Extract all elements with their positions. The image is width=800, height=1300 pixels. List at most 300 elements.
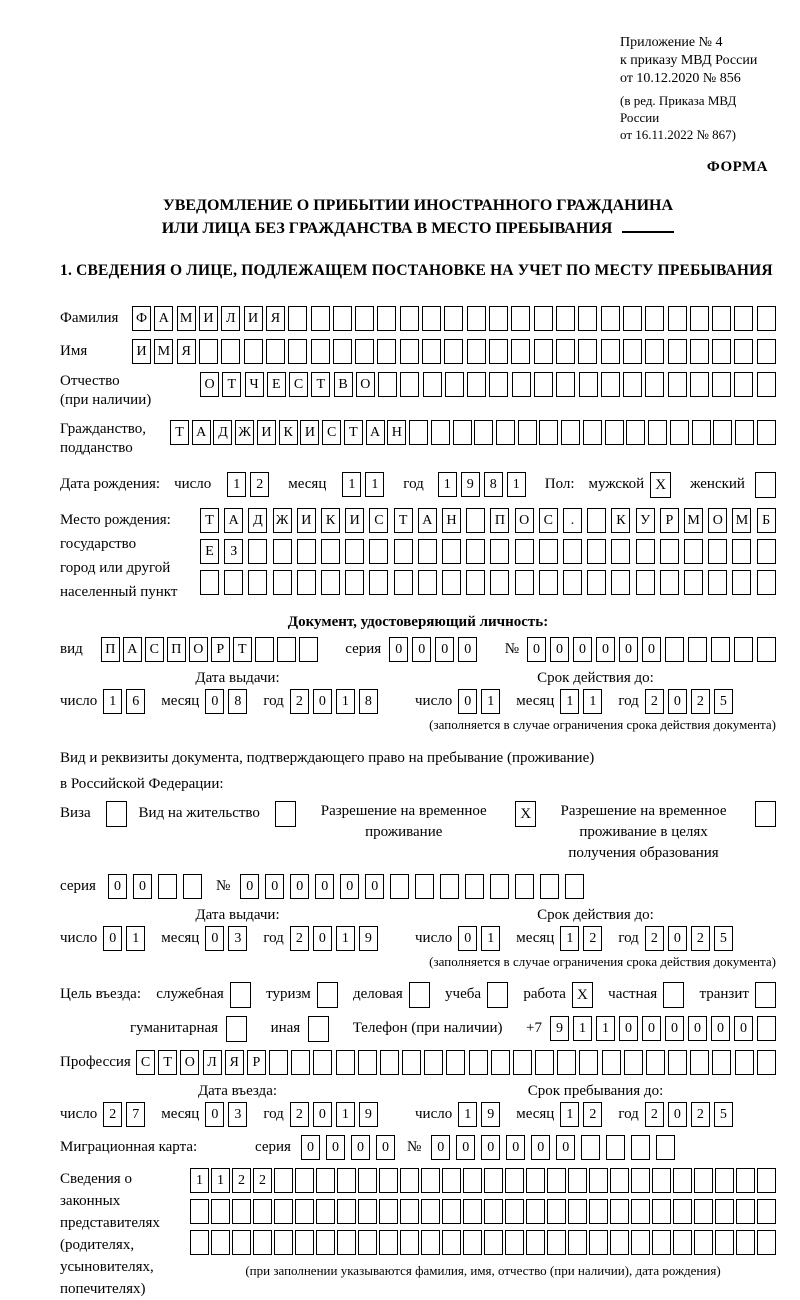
char-cell[interactable] xyxy=(515,570,534,595)
char-cell[interactable]: 1 xyxy=(336,1102,355,1127)
char-cell[interactable] xyxy=(534,339,553,364)
char-cell[interactable] xyxy=(539,420,558,445)
char-cell[interactable] xyxy=(624,1050,643,1075)
temp-permit-checkbox[interactable]: X xyxy=(515,801,536,827)
char-cell[interactable]: 5 xyxy=(714,926,733,951)
char-cell[interactable] xyxy=(623,306,642,331)
char-cell[interactable]: 2 xyxy=(645,1102,664,1127)
char-cell[interactable] xyxy=(690,306,709,331)
char-cell[interactable] xyxy=(489,372,508,397)
char-cell[interactable] xyxy=(712,306,731,331)
char-cell[interactable] xyxy=(423,372,442,397)
char-cell[interactable] xyxy=(295,1168,314,1193)
char-cell[interactable] xyxy=(665,637,684,662)
char-cell[interactable]: А xyxy=(224,508,243,533)
char-cell[interactable]: Е xyxy=(200,539,219,564)
char-cell[interactable]: Р xyxy=(247,1050,266,1075)
char-cell[interactable] xyxy=(400,306,419,331)
char-cell[interactable]: 0 xyxy=(315,874,334,899)
visa-checkbox[interactable] xyxy=(106,801,127,827)
char-cell[interactable]: Т xyxy=(344,420,363,445)
char-cell[interactable] xyxy=(565,874,584,899)
char-cell[interactable] xyxy=(273,539,292,564)
char-cell[interactable] xyxy=(467,339,486,364)
char-cell[interactable] xyxy=(713,420,732,445)
char-cell[interactable] xyxy=(606,1135,625,1160)
char-cell[interactable]: И xyxy=(199,306,218,331)
char-cell[interactable]: И xyxy=(300,420,319,445)
char-cell[interactable] xyxy=(623,372,642,397)
char-cell[interactable] xyxy=(232,1230,251,1255)
char-cell[interactable] xyxy=(345,539,364,564)
char-cell[interactable] xyxy=(670,420,689,445)
char-cell[interactable]: Н xyxy=(442,508,461,533)
char-cell[interactable] xyxy=(757,1050,776,1075)
char-cell[interactable] xyxy=(611,570,630,595)
char-cell[interactable]: И xyxy=(297,508,316,533)
char-cell[interactable] xyxy=(563,570,582,595)
char-cell[interactable] xyxy=(244,339,263,364)
char-cell[interactable] xyxy=(336,1050,355,1075)
char-cell[interactable] xyxy=(274,1199,293,1224)
char-cell[interactable] xyxy=(652,1168,671,1193)
char-cell[interactable] xyxy=(394,539,413,564)
char-cell[interactable] xyxy=(505,1168,524,1193)
char-cell[interactable]: 9 xyxy=(550,1016,569,1041)
char-cell[interactable]: 0 xyxy=(431,1135,450,1160)
char-cell[interactable] xyxy=(587,570,606,595)
char-cell[interactable] xyxy=(355,306,374,331)
char-cell[interactable]: 9 xyxy=(359,1102,378,1127)
char-cell[interactable]: 1 xyxy=(336,926,355,951)
char-cell[interactable]: 5 xyxy=(714,689,733,714)
char-cell[interactable]: 0 xyxy=(365,874,384,899)
char-cell[interactable] xyxy=(757,1168,776,1193)
char-cell[interactable] xyxy=(535,1050,554,1075)
char-cell[interactable] xyxy=(512,372,531,397)
char-cell[interactable] xyxy=(297,539,316,564)
char-cell[interactable] xyxy=(708,539,727,564)
purpose-humanitarian-checkbox[interactable] xyxy=(226,1016,247,1042)
char-cell[interactable] xyxy=(190,1230,209,1255)
char-cell[interactable]: 0 xyxy=(596,637,615,662)
char-cell[interactable] xyxy=(453,420,472,445)
char-cell[interactable]: К xyxy=(321,508,340,533)
purpose-other-checkbox[interactable] xyxy=(308,1016,329,1042)
char-cell[interactable]: 5 xyxy=(714,1102,733,1127)
char-cell[interactable]: 1 xyxy=(438,472,457,497)
char-cell[interactable] xyxy=(442,1199,461,1224)
char-cell[interactable]: А xyxy=(418,508,437,533)
char-cell[interactable] xyxy=(757,372,776,397)
char-cell[interactable] xyxy=(547,1168,566,1193)
char-cell[interactable]: Б xyxy=(757,508,776,533)
char-cell[interactable] xyxy=(484,1168,503,1193)
char-cell[interactable]: 0 xyxy=(326,1135,345,1160)
char-cell[interactable] xyxy=(694,1199,713,1224)
char-cell[interactable] xyxy=(232,1199,251,1224)
char-cell[interactable] xyxy=(556,339,575,364)
char-cell[interactable]: 2 xyxy=(691,689,710,714)
char-cell[interactable]: 3 xyxy=(228,1102,247,1127)
char-cell[interactable]: И xyxy=(132,339,151,364)
char-cell[interactable]: 1 xyxy=(560,926,579,951)
char-cell[interactable] xyxy=(631,1230,650,1255)
char-cell[interactable] xyxy=(534,306,553,331)
char-cell[interactable] xyxy=(345,570,364,595)
char-cell[interactable]: 0 xyxy=(619,637,638,662)
char-cell[interactable]: Т xyxy=(170,420,189,445)
char-cell[interactable]: 1 xyxy=(458,1102,477,1127)
char-cell[interactable]: С xyxy=(289,372,308,397)
char-cell[interactable]: 0 xyxy=(313,926,332,951)
char-cell[interactable] xyxy=(601,339,620,364)
char-cell[interactable] xyxy=(424,1050,443,1075)
char-cell[interactable] xyxy=(734,306,753,331)
char-cell[interactable]: 2 xyxy=(691,926,710,951)
char-cell[interactable] xyxy=(200,570,219,595)
char-cell[interactable] xyxy=(736,1168,755,1193)
char-cell[interactable] xyxy=(297,570,316,595)
char-cell[interactable] xyxy=(511,339,530,364)
char-cell[interactable] xyxy=(491,1050,510,1075)
char-cell[interactable] xyxy=(379,1168,398,1193)
char-cell[interactable] xyxy=(711,637,730,662)
char-cell[interactable]: 0 xyxy=(665,1016,684,1041)
char-cell[interactable] xyxy=(652,1230,671,1255)
char-cell[interactable]: 0 xyxy=(265,874,284,899)
char-cell[interactable] xyxy=(378,372,397,397)
char-cell[interactable] xyxy=(421,1230,440,1255)
char-cell[interactable] xyxy=(311,339,330,364)
char-cell[interactable]: С xyxy=(369,508,388,533)
char-cell[interactable] xyxy=(490,539,509,564)
char-cell[interactable] xyxy=(277,637,296,662)
char-cell[interactable] xyxy=(316,1230,335,1255)
char-cell[interactable]: Ж xyxy=(273,508,292,533)
char-cell[interactable] xyxy=(526,1199,545,1224)
char-cell[interactable]: Д xyxy=(248,508,267,533)
char-cell[interactable] xyxy=(694,1168,713,1193)
char-cell[interactable]: 1 xyxy=(507,472,526,497)
char-cell[interactable]: 0 xyxy=(619,1016,638,1041)
char-cell[interactable] xyxy=(337,1230,356,1255)
char-cell[interactable] xyxy=(158,874,177,899)
char-cell[interactable]: 0 xyxy=(456,1135,475,1160)
char-cell[interactable] xyxy=(463,1230,482,1255)
char-cell[interactable]: О xyxy=(200,372,219,397)
char-cell[interactable] xyxy=(539,570,558,595)
char-cell[interactable] xyxy=(652,1199,671,1224)
purpose-commercial-checkbox[interactable] xyxy=(409,982,430,1008)
purpose-business-checkbox[interactable] xyxy=(230,982,251,1008)
char-cell[interactable]: Л xyxy=(221,306,240,331)
char-cell[interactable]: 0 xyxy=(412,637,431,662)
char-cell[interactable]: 6 xyxy=(126,689,145,714)
char-cell[interactable] xyxy=(712,339,731,364)
char-cell[interactable] xyxy=(694,1230,713,1255)
char-cell[interactable] xyxy=(715,1199,734,1224)
char-cell[interactable] xyxy=(400,339,419,364)
char-cell[interactable] xyxy=(611,539,630,564)
char-cell[interactable]: 2 xyxy=(290,926,309,951)
char-cell[interactable]: Т xyxy=(200,508,219,533)
char-cell[interactable] xyxy=(757,539,776,564)
char-cell[interactable]: 0 xyxy=(506,1135,525,1160)
char-cell[interactable] xyxy=(578,339,597,364)
char-cell[interactable] xyxy=(561,420,580,445)
char-cell[interactable] xyxy=(466,570,485,595)
char-cell[interactable]: 0 xyxy=(108,874,127,899)
char-cell[interactable]: 2 xyxy=(645,926,664,951)
char-cell[interactable]: 1 xyxy=(103,689,122,714)
char-cell[interactable] xyxy=(484,1199,503,1224)
char-cell[interactable]: 1 xyxy=(126,926,145,951)
char-cell[interactable] xyxy=(496,420,515,445)
char-cell[interactable]: 0 xyxy=(668,1102,687,1127)
char-cell[interactable] xyxy=(442,539,461,564)
char-cell[interactable] xyxy=(474,420,493,445)
char-cell[interactable]: Т xyxy=(158,1050,177,1075)
char-cell[interactable] xyxy=(578,306,597,331)
char-cell[interactable]: 0 xyxy=(301,1135,320,1160)
char-cell[interactable] xyxy=(421,1168,440,1193)
char-cell[interactable] xyxy=(515,874,534,899)
purpose-private-checkbox[interactable] xyxy=(663,982,684,1008)
sex-female-checkbox[interactable] xyxy=(755,472,776,498)
char-cell[interactable] xyxy=(269,1050,288,1075)
char-cell[interactable]: 0 xyxy=(351,1135,370,1160)
char-cell[interactable] xyxy=(311,306,330,331)
char-cell[interactable]: 0 xyxy=(458,637,477,662)
char-cell[interactable]: С xyxy=(145,637,164,662)
edu-permit-checkbox[interactable] xyxy=(755,801,776,827)
char-cell[interactable]: 0 xyxy=(711,1016,730,1041)
char-cell[interactable] xyxy=(333,306,352,331)
char-cell[interactable] xyxy=(610,1168,629,1193)
char-cell[interactable]: 0 xyxy=(688,1016,707,1041)
char-cell[interactable]: 1 xyxy=(227,472,246,497)
char-cell[interactable] xyxy=(466,508,485,533)
char-cell[interactable] xyxy=(224,570,243,595)
char-cell[interactable]: М xyxy=(154,339,173,364)
char-cell[interactable] xyxy=(623,339,642,364)
char-cell[interactable]: 2 xyxy=(691,1102,710,1127)
char-cell[interactable] xyxy=(631,1135,650,1160)
char-cell[interactable]: Т xyxy=(222,372,241,397)
char-cell[interactable] xyxy=(579,1050,598,1075)
char-cell[interactable]: 1 xyxy=(560,1102,579,1127)
char-cell[interactable] xyxy=(421,1199,440,1224)
char-cell[interactable] xyxy=(636,570,655,595)
char-cell[interactable]: З xyxy=(224,539,243,564)
char-cell[interactable] xyxy=(321,539,340,564)
char-cell[interactable] xyxy=(581,1135,600,1160)
char-cell[interactable]: 0 xyxy=(340,874,359,899)
char-cell[interactable]: 0 xyxy=(205,689,224,714)
char-cell[interactable] xyxy=(321,570,340,595)
char-cell[interactable] xyxy=(469,1050,488,1075)
char-cell[interactable] xyxy=(736,1199,755,1224)
char-cell[interactable]: 2 xyxy=(290,689,309,714)
char-cell[interactable] xyxy=(668,1050,687,1075)
char-cell[interactable] xyxy=(295,1199,314,1224)
char-cell[interactable]: Т xyxy=(394,508,413,533)
char-cell[interactable]: 0 xyxy=(642,1016,661,1041)
char-cell[interactable] xyxy=(190,1199,209,1224)
char-cell[interactable]: 0 xyxy=(205,926,224,951)
char-cell[interactable]: Я xyxy=(266,306,285,331)
char-cell[interactable]: А xyxy=(154,306,173,331)
char-cell[interactable] xyxy=(409,420,428,445)
char-cell[interactable] xyxy=(358,1230,377,1255)
char-cell[interactable] xyxy=(466,539,485,564)
char-cell[interactable] xyxy=(605,420,624,445)
char-cell[interactable] xyxy=(735,1050,754,1075)
char-cell[interactable] xyxy=(515,539,534,564)
char-cell[interactable]: 0 xyxy=(313,1102,332,1127)
char-cell[interactable] xyxy=(668,372,687,397)
char-cell[interactable] xyxy=(688,637,707,662)
char-cell[interactable] xyxy=(444,339,463,364)
char-cell[interactable]: Н xyxy=(387,420,406,445)
char-cell[interactable] xyxy=(273,570,292,595)
purpose-study-checkbox[interactable] xyxy=(487,982,508,1008)
char-cell[interactable] xyxy=(757,420,776,445)
char-cell[interactable] xyxy=(418,539,437,564)
char-cell[interactable] xyxy=(757,637,776,662)
char-cell[interactable]: А xyxy=(123,637,142,662)
char-cell[interactable]: 3 xyxy=(228,926,247,951)
char-cell[interactable]: И xyxy=(345,508,364,533)
char-cell[interactable] xyxy=(490,570,509,595)
char-cell[interactable]: О xyxy=(189,637,208,662)
char-cell[interactable]: Р xyxy=(211,637,230,662)
char-cell[interactable] xyxy=(589,1230,608,1255)
char-cell[interactable]: Л xyxy=(203,1050,222,1075)
char-cell[interactable]: 2 xyxy=(232,1168,251,1193)
char-cell[interactable] xyxy=(467,306,486,331)
char-cell[interactable] xyxy=(626,420,645,445)
char-cell[interactable] xyxy=(757,1016,776,1041)
char-cell[interactable] xyxy=(505,1230,524,1255)
char-cell[interactable] xyxy=(211,1230,230,1255)
char-cell[interactable] xyxy=(557,1050,576,1075)
char-cell[interactable] xyxy=(648,420,667,445)
char-cell[interactable]: 0 xyxy=(205,1102,224,1127)
char-cell[interactable]: С xyxy=(322,420,341,445)
char-cell[interactable]: Ф xyxy=(132,306,151,331)
char-cell[interactable]: 2 xyxy=(583,1102,602,1127)
char-cell[interactable] xyxy=(645,339,664,364)
char-cell[interactable]: П xyxy=(101,637,120,662)
char-cell[interactable] xyxy=(248,539,267,564)
char-cell[interactable] xyxy=(390,874,409,899)
char-cell[interactable]: К xyxy=(279,420,298,445)
char-cell[interactable]: 1 xyxy=(190,1168,209,1193)
char-cell[interactable] xyxy=(668,306,687,331)
char-cell[interactable]: П xyxy=(490,508,509,533)
char-cell[interactable]: Я xyxy=(177,339,196,364)
char-cell[interactable] xyxy=(735,420,754,445)
char-cell[interactable]: 0 xyxy=(734,1016,753,1041)
char-cell[interactable]: О xyxy=(356,372,375,397)
char-cell[interactable]: 0 xyxy=(458,926,477,951)
char-cell[interactable] xyxy=(631,1168,650,1193)
char-cell[interactable]: Е xyxy=(267,372,286,397)
char-cell[interactable] xyxy=(380,1050,399,1075)
char-cell[interactable]: 0 xyxy=(290,874,309,899)
char-cell[interactable]: 1 xyxy=(336,689,355,714)
char-cell[interactable] xyxy=(568,1199,587,1224)
char-cell[interactable] xyxy=(415,874,434,899)
char-cell[interactable]: 0 xyxy=(550,637,569,662)
char-cell[interactable]: 1 xyxy=(211,1168,230,1193)
char-cell[interactable] xyxy=(568,1168,587,1193)
char-cell[interactable] xyxy=(732,539,751,564)
char-cell[interactable] xyxy=(355,339,374,364)
char-cell[interactable] xyxy=(489,339,508,364)
char-cell[interactable] xyxy=(668,339,687,364)
char-cell[interactable] xyxy=(400,1199,419,1224)
char-cell[interactable] xyxy=(690,339,709,364)
char-cell[interactable] xyxy=(601,306,620,331)
char-cell[interactable] xyxy=(690,372,709,397)
char-cell[interactable] xyxy=(400,372,419,397)
char-cell[interactable] xyxy=(534,372,553,397)
char-cell[interactable]: К xyxy=(611,508,630,533)
char-cell[interactable] xyxy=(587,508,606,533)
sex-male-checkbox[interactable]: X xyxy=(650,472,671,498)
char-cell[interactable] xyxy=(445,372,464,397)
char-cell[interactable]: Т xyxy=(311,372,330,397)
char-cell[interactable] xyxy=(337,1199,356,1224)
char-cell[interactable]: О xyxy=(708,508,727,533)
char-cell[interactable]: 0 xyxy=(313,689,332,714)
char-cell[interactable] xyxy=(490,874,509,899)
char-cell[interactable]: 0 xyxy=(527,637,546,662)
char-cell[interactable]: Я xyxy=(225,1050,244,1075)
char-cell[interactable] xyxy=(266,339,285,364)
char-cell[interactable]: 2 xyxy=(583,926,602,951)
char-cell[interactable]: . xyxy=(563,508,582,533)
char-cell[interactable] xyxy=(253,1199,272,1224)
char-cell[interactable] xyxy=(333,339,352,364)
char-cell[interactable] xyxy=(422,339,441,364)
char-cell[interactable] xyxy=(673,1230,692,1255)
char-cell[interactable] xyxy=(757,1230,776,1255)
char-cell[interactable]: О xyxy=(515,508,534,533)
char-cell[interactable]: 2 xyxy=(250,472,269,497)
char-cell[interactable] xyxy=(547,1199,566,1224)
char-cell[interactable] xyxy=(431,420,450,445)
char-cell[interactable] xyxy=(377,339,396,364)
char-cell[interactable]: 9 xyxy=(481,1102,500,1127)
char-cell[interactable]: 1 xyxy=(481,926,500,951)
char-cell[interactable] xyxy=(757,1199,776,1224)
char-cell[interactable] xyxy=(358,1050,377,1075)
char-cell[interactable]: 1 xyxy=(596,1016,615,1041)
char-cell[interactable] xyxy=(646,1050,665,1075)
char-cell[interactable] xyxy=(377,306,396,331)
char-cell[interactable] xyxy=(442,1230,461,1255)
char-cell[interactable]: О xyxy=(180,1050,199,1075)
char-cell[interactable] xyxy=(715,1230,734,1255)
char-cell[interactable]: 1 xyxy=(365,472,384,497)
char-cell[interactable]: В xyxy=(334,372,353,397)
char-cell[interactable] xyxy=(418,570,437,595)
char-cell[interactable]: 8 xyxy=(484,472,503,497)
